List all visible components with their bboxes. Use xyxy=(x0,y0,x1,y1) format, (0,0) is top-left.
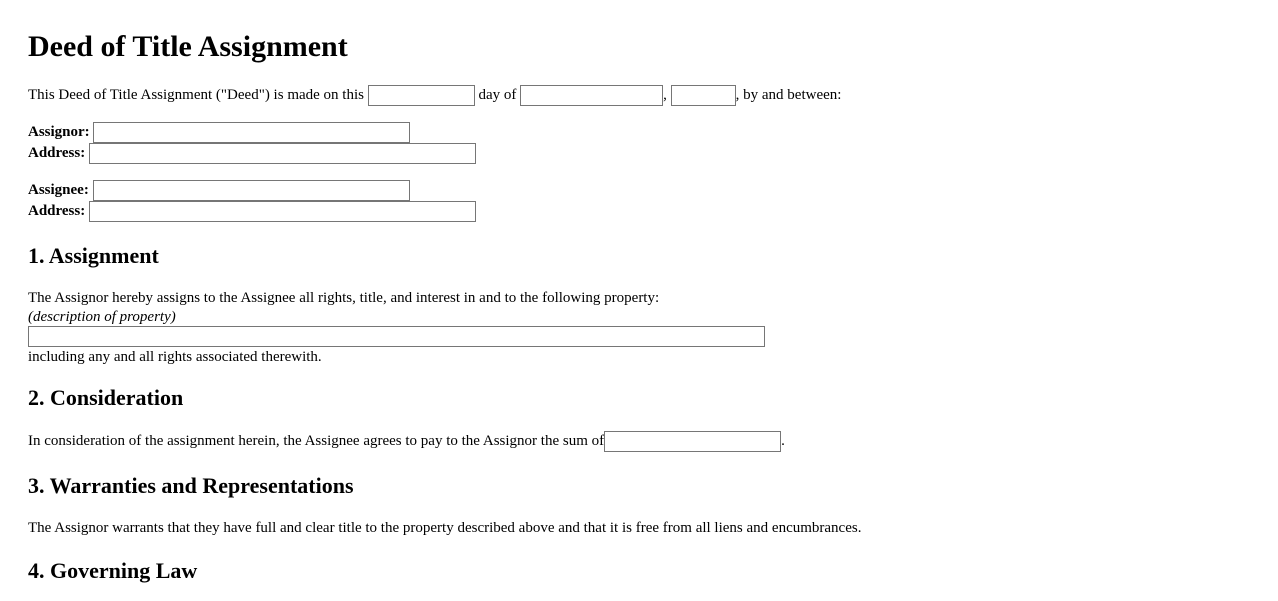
comma-text: , xyxy=(663,87,667,103)
day-of-text: day of xyxy=(478,87,517,103)
section-warranties-heading: 3. Warranties and Representations xyxy=(28,473,354,498)
assignee-label: Assignee: xyxy=(28,182,89,198)
section-governing-law-heading: 4. Governing Law xyxy=(28,558,198,583)
assignment-text-after: including any and all rights associated therewith. xyxy=(28,349,322,366)
month-input[interactable] xyxy=(520,85,663,106)
assignor-name-input[interactable] xyxy=(93,122,410,143)
intro-paragraph xyxy=(28,85,841,106)
assignment-text: The Assignor hereby assigns to the Assignee all rights, title, and interest in and to the following property: xyxy=(28,290,660,306)
assignee-name-input[interactable] xyxy=(93,180,410,201)
assignor-label: Assignor: xyxy=(28,124,90,140)
intro-text: This Deed of Title Assignment ("Deed") is made on this xyxy=(28,87,364,103)
year-input[interactable] xyxy=(671,85,736,106)
warranties-text: The Assignor warrants that they have full and clear title to the property described above and that it is free from all liens and encumbrances. xyxy=(28,520,862,536)
section-assignment-heading: 1. Assignment xyxy=(28,243,159,268)
day-input[interactable] xyxy=(368,85,475,106)
assignee-address-input[interactable] xyxy=(89,201,476,222)
assignor-address-label: Address: xyxy=(28,145,86,162)
period-text: . xyxy=(781,433,785,449)
sum-input[interactable] xyxy=(604,431,781,452)
section-assignment-body xyxy=(28,288,765,368)
assignor-block xyxy=(28,122,476,164)
property-description-input[interactable] xyxy=(28,326,765,347)
assignee-address-label: Address: xyxy=(28,203,86,220)
assignee-block xyxy=(28,180,476,222)
section-consideration-heading: 2. Consideration xyxy=(28,385,184,410)
page-title: Deed of Title Assignment xyxy=(28,30,348,63)
by-and-between-text: , by and between: xyxy=(735,87,842,103)
section-consideration-body xyxy=(28,431,785,452)
consideration-text: In consideration of the assignment herein, the Assignee agrees to pay to the Assignor the sum of xyxy=(28,433,605,449)
description-hint: (description of property) xyxy=(28,309,176,325)
assignor-address-input[interactable] xyxy=(89,143,476,164)
